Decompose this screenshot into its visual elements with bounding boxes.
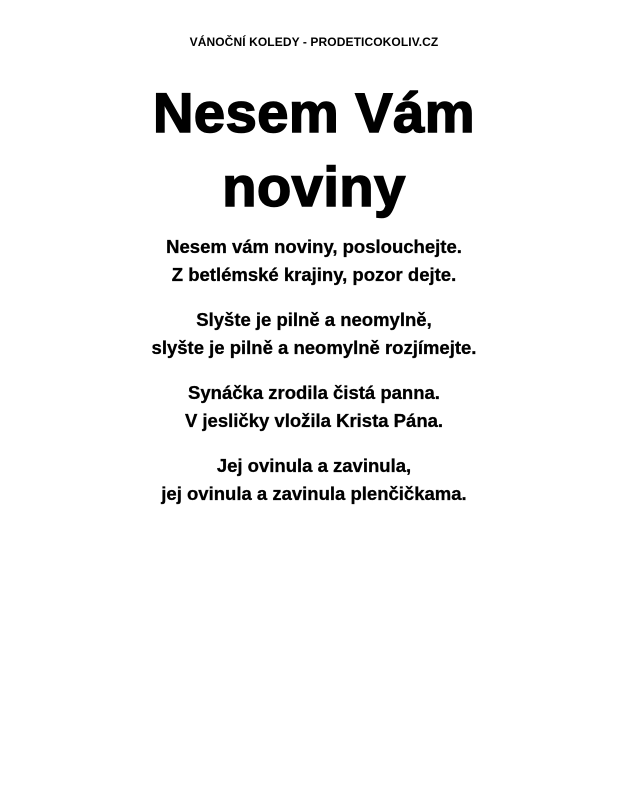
lyric-line: Synáčka zrodila čistá panna. [188,382,440,403]
lyric-line: Slyšte je pilně a neomylně, [196,309,432,330]
song-title-line-1: Nesem Vám [152,81,475,144]
lyric-line: slyšte je pilně a neomylně rozjímejte. [151,336,477,358]
lyric-line: Z betlémské krajiny, pozor dejte. [171,263,457,285]
song-title-line-2: noviny [222,155,406,218]
stanza-1 [0,233,628,288]
lyric-line: jej ovinula a zavinula plenčičkama. [161,482,467,504]
stanza-4 [0,452,628,507]
lyric-line: V jesličky vložila Krista Pána. [184,409,444,431]
site-header-label: VÁNOČNÍ KOLEDY - PRODETICOKOLIV.CZ [189,35,439,49]
stanza-2 [0,306,628,361]
song-title [0,76,628,224]
lyrics [0,233,628,525]
lyric-line: Jej ovinula a zavinula, [216,455,412,476]
lyric-line: Nesem vám noviny, poslouchejte. [166,236,462,257]
stanza-3 [0,379,628,434]
